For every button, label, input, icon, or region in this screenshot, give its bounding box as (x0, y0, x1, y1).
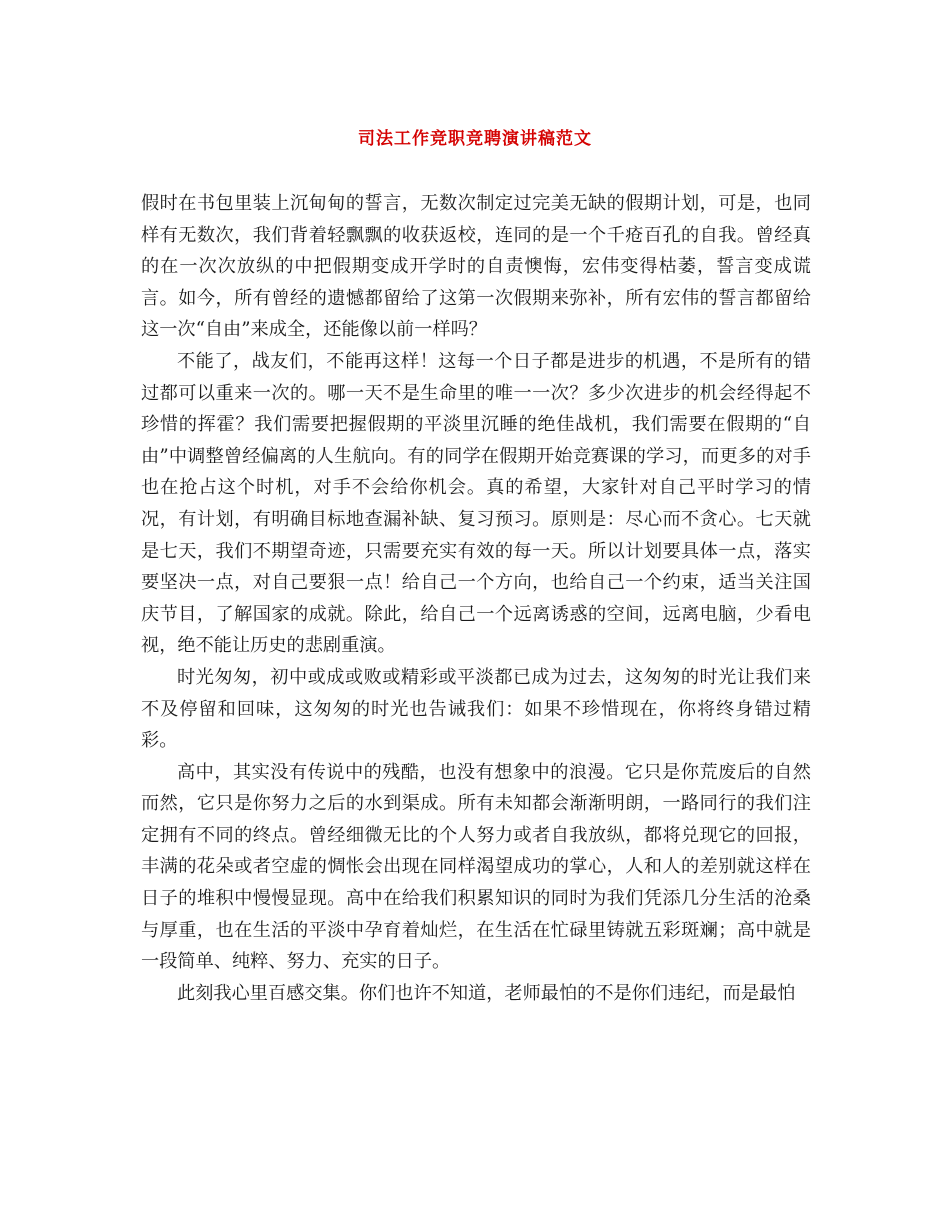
document-body (141, 188, 811, 1009)
paragraph-2: 不能了，战友们，不能再这样！这每一个日子都是进步的机遇，不是所有的错过都可以重来一次的。哪一天不是生命里的唯一一次？多少次进步的机会经得起不珍惜的挥霍？我们需要把握假期的平淡里沉睡的绝佳战机，我们需要在假期的“自由”中调整曾经偏离的人生航向。有的同学在假期开始竞赛课的学习，而更多的对手也在抢占这个时机，对手不会给你机会。真的希望，大家针对自己平时学习的情况，有计划，有明确目标地查漏补缺、复习预习。原则是：尽心而不贪心。七天就是七天，我们不期望奇迹，只需要充实有效的每一天。所以计划要具体一点，落实要坚决一点，对自己要狠一点！给自己一个方向，也给自己一个约束，适当关注国庆节目，了解国家的成就。除此，给自己一个远离诱惑的空间，远离电脑，少看电视，绝不能让历史的悲剧重演。 (141, 350, 811, 657)
paragraph-1: 假时在书包里装上沉甸甸的誓言，无数次制定过完美无缺的假期计划，可是，也同样有无数次，我们背着轻飘飘的收获返校，连同的是一个千疮百孔的自我。曾经真的在一次次放纵的中把假期变成开学时的自责懊悔，宏伟变得枯萎，誓言变成谎言。如今，所有曾经的遗憾都留给了这第一次假期来弥补，所有宏伟的誓言都留给这一次“自由”来成全，还能像以前一样吗？ (141, 193, 811, 341)
paragraph-5: 此刻我心里百感交集。你们也许不知道，老师最怕的不是你们违纪，而是最怕 (177, 982, 796, 1004)
document-title: 司法工作竞职竞聘演讲稿范文 (358, 129, 592, 149)
paragraph-4: 高中，其实没有传说中的残酷，也没有想象中的浪漫。它只是你荒废后的自然而然，它只是你努力之后的水到渠成。所有未知都会渐渐明朗，一路同行的我们注定拥有不同的终点。曾经细微无比的个人努力或者自我放纵，都将兑现它的回报，丰满的花朵或者空虚的惆怅会出现在同样渴望成功的掌心，人和人的差别就这样在日子的堆积中慢慢显现。高中在给我们积累知识的同时为我们凭添几分生活的沧桑与厚重，也在生活的平淡中孕育着灿烂，在生活在忙碌里铸就五彩斑斓；高中就是一段简单、纯粹、努力、充实的日子。 (141, 761, 811, 973)
paragraph-3: 时光匆匆，初中或成或败或精彩或平淡都已成为过去，这匆匆的时光让我们来不及停留和回味，这匆匆的时光也告诫我们：如果不珍惜现在，你将终身错过精彩。 (141, 666, 811, 752)
